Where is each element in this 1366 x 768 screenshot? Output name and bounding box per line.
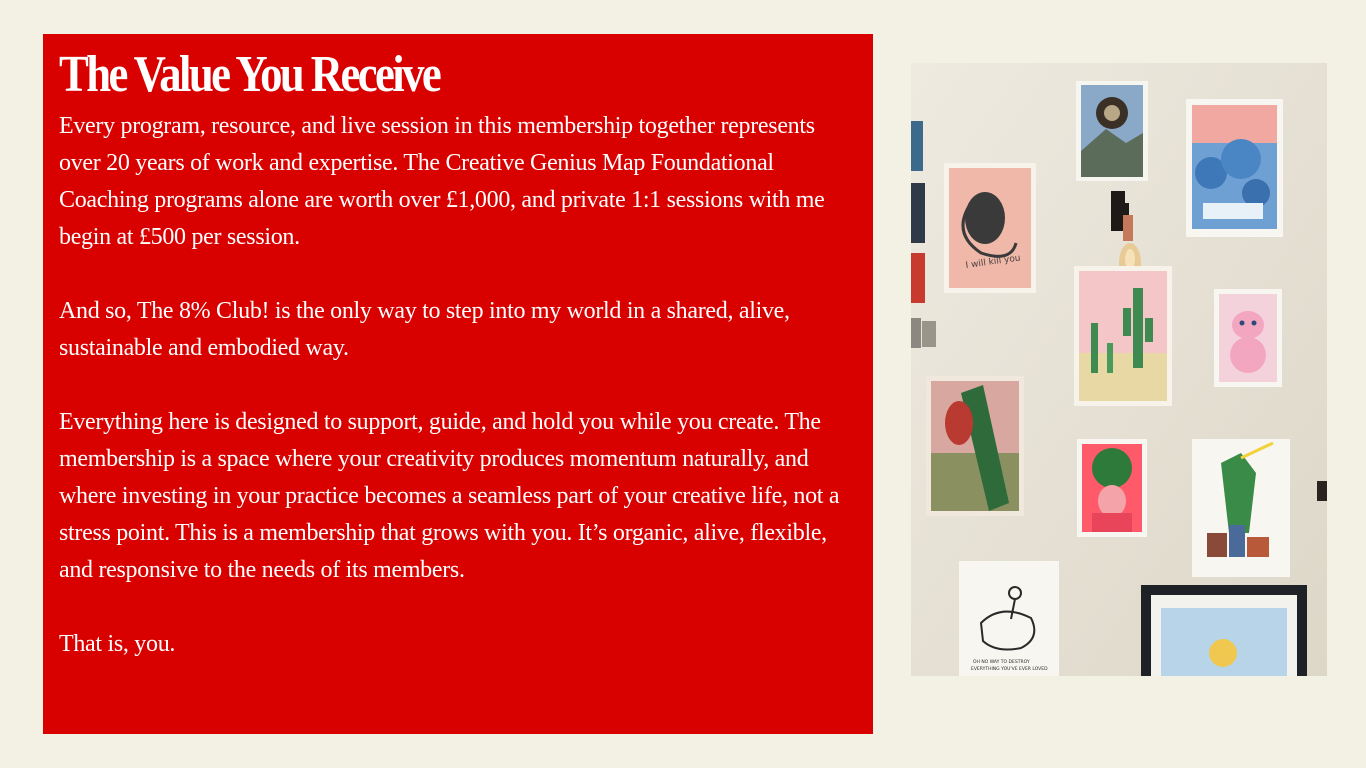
text-panel <box>43 34 873 734</box>
paragraph-2: And so, The 8% Club! is the only way to step into my world in a shared, alive, sustainable and embodied way. <box>59 298 790 361</box>
paragraph-3: Everything here is designed to support, guide, and hold you while you create. The membership is a space where your creativity produces momentum naturally, and where investing in your practice becomes a seamless part of your creative life, not a stress point. This is a membership that grows with you. It’s organic, alive, flexible, and responsive to the needs of its members. <box>59 409 840 583</box>
paragraph-4: That is, you. <box>59 631 176 657</box>
svg-text:I will kill you: I will kill you <box>965 253 1022 271</box>
slide-title: The Value You Receive <box>59 46 440 103</box>
svg-text:EVERYTHING YOU'VE EVER LOVED: EVERYTHING YOU'VE EVER LOVED <box>971 667 1048 672</box>
svg-text:OH NO WAY TO DESTROY: OH NO WAY TO DESTROY <box>973 660 1030 665</box>
gallery-wall-photo <box>911 63 1327 676</box>
gallery-wall-illustration <box>911 63 1327 676</box>
paragraph-1: Every program, resource, and live session in this membership together represents over 20 years of work and expertise. The Creative Genius Map Foundational Coaching programs alone are worth over £1,000, and private 1:1 sessions with me begin at £500 per session. <box>59 113 825 250</box>
